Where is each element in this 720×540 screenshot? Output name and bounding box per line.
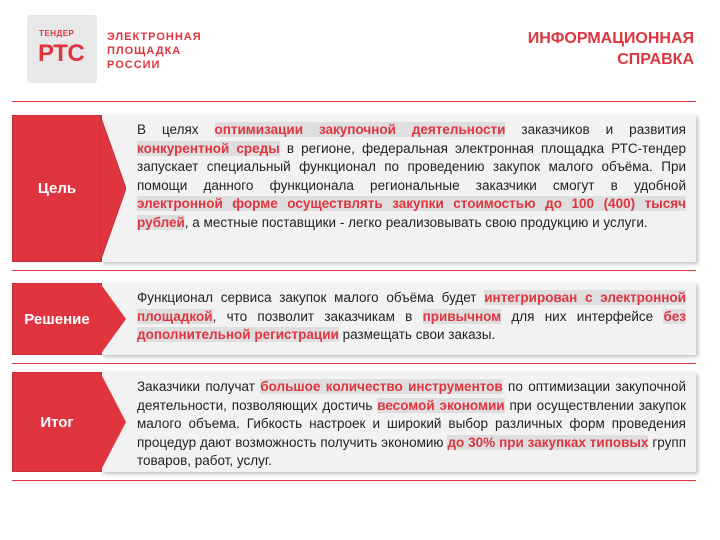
page-title-line: СПРАВКА — [617, 51, 694, 68]
section-panel — [101, 115, 696, 262]
arrow-icon — [100, 115, 126, 262]
highlight-text: до 30% при закупках типовых — [447, 434, 649, 450]
section-text — [137, 121, 686, 232]
section-solution — [12, 283, 696, 355]
body-text: групп товаров, работ, услуг. — [137, 434, 686, 468]
body-text: , а местные поставщики - легко реализовывать свою продукцию и услуги. — [184, 214, 648, 230]
logo — [27, 15, 97, 83]
brand-line: ЭЛЕКТРОННАЯ — [107, 31, 202, 43]
body-text: в регионе, федеральная электронная площадка РТС-тендер запускает специальный функционал по проведению закупок малого объёма. При помощи данного функционала региональные заказчики смогут в удобной — [137, 140, 686, 193]
section-goal — [12, 115, 696, 262]
section-label: Решение — [12, 283, 102, 355]
section-result — [12, 372, 696, 472]
highlight-text: оптимизации закупочной деятельности — [214, 122, 506, 137]
body-text: по оптимизации закупочной деятельности, позволяющих достичь — [137, 379, 686, 413]
section-panel — [101, 372, 696, 472]
section-text — [137, 378, 686, 471]
brand-name — [107, 30, 202, 72]
body-text: размещать свои заказы. — [338, 327, 496, 342]
section-label: Итог — [12, 372, 102, 472]
body-text: Заказчики получат — [137, 379, 261, 394]
body-text: В целях — [137, 122, 215, 137]
brand-line: РОССИИ — [107, 59, 161, 71]
highlight-text: весомой экономии — [377, 397, 505, 413]
page-title-line: ИНФОРМАЦИОННАЯ — [527, 30, 694, 47]
section-text — [137, 289, 686, 345]
body-text: при осуществлении закупок малого объема. Гибкость настроек и широкий выбор различных форм проведения процедур дают возможность получить экономию — [137, 397, 686, 450]
brand-line: ПЛОЩАДКА — [107, 45, 182, 57]
section-panel — [101, 283, 696, 355]
page-title — [528, 28, 694, 70]
body-text: Функционал сервиса закупок малого объёма будет — [137, 290, 485, 305]
highlight-text: электронной форме осуществлять закупки стоимостью до 100 (400) тысяч рублей — [137, 196, 686, 230]
body-text: заказчиков и развития — [505, 122, 686, 137]
body-text: для них интерфейсе — [501, 308, 664, 324]
section-label: Цель — [12, 115, 102, 262]
divider — [12, 101, 696, 102]
divider — [12, 480, 696, 481]
logo-big-text: РТС — [38, 40, 85, 67]
highlight-text: привычном — [422, 308, 502, 324]
highlight-text: интегрирован с электронной площадкой — [137, 290, 686, 324]
arrow-icon — [100, 283, 126, 355]
body-text: , что позволит заказчикам в — [212, 308, 423, 324]
divider — [12, 363, 696, 364]
divider — [12, 270, 696, 271]
highlight-text: конкурентной среды — [137, 140, 280, 156]
arrow-icon — [100, 372, 126, 472]
highlight-text: большое количество инструментов — [260, 379, 503, 394]
logo-small-text: ТЕНДЕР — [39, 29, 75, 38]
highlight-text: без дополнительной регистрации — [137, 308, 686, 342]
